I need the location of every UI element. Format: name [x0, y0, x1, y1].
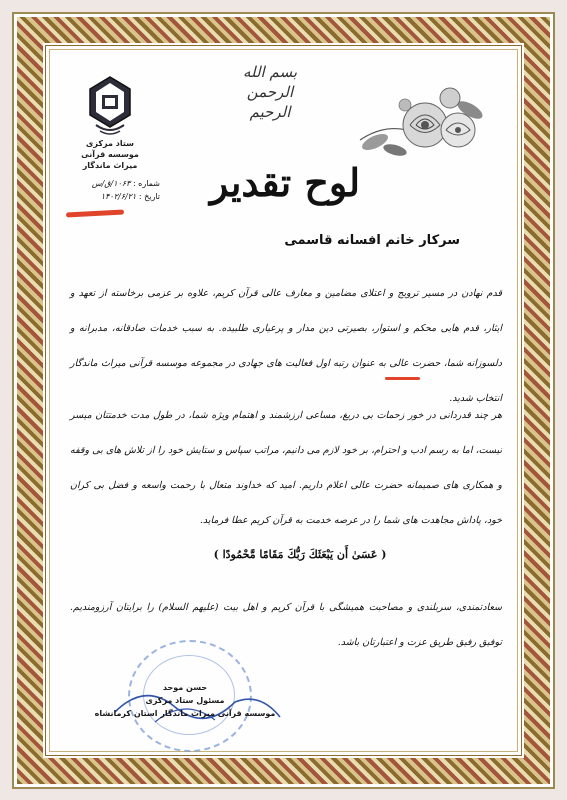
number-label: شماره :	[132, 179, 160, 188]
certificate-title: لوح تقدیر	[209, 160, 361, 205]
signer-org: موسسه قرآنی میراث ماندگار استان کرمانشاه	[94, 709, 276, 718]
organization-name	[70, 138, 150, 171]
number-row	[70, 177, 160, 190]
reference-info	[70, 177, 160, 203]
signer-block	[65, 681, 305, 720]
org-name-line1: ستاد مرکزی	[86, 139, 134, 148]
date-label: تاریخ :	[138, 192, 160, 201]
date-row	[70, 190, 160, 203]
paragraph-3: سعادتمندی، سربلندی و مصاحبت همیشگی با قرآن کریم و اهل بیت (علیهم السلام) را برایتان آرزومندیم. توفیق رفیق طریق عزت و اعتبارتان باشد.	[70, 602, 502, 648]
roses-illustration	[350, 80, 490, 165]
org-name-line2: موسسه قرآنی میراث ماندگار	[81, 150, 139, 170]
date-value: ۱۴۰۲/۶/۲۱	[100, 192, 137, 201]
paragraph-1: قدم نهادن در مسیر ترویج و اعتلای مضامین و معارف عالی قرآن کریم، علاوه بر عزمی برخاسته از تعهد و ایثار، قدم هایی محکم و استوار، بصیرتی دین مدار و پرعیاری طلبیده. به سبب خدمات صادقانه، مدبرانه و دلسوزانه شما، حضرت عالی به عنوان رتبه اول فعالیت های جهادی در مجموعه موسسه قرآنی میراث ماندگار انتخاب شدید.	[70, 288, 502, 404]
recipient-name: سرکار خانم افسانه قاسمی	[284, 233, 460, 248]
basmala-calligraphy: بسم الله الرحمن الرحیم	[242, 63, 298, 121]
signer-name: حسن موحد	[162, 683, 208, 692]
quran-verse: ( عَسَىٰ أَن يَبْعَثَكَ رَبُّكَ مَقَامًا مَّحْمُودًا )	[213, 548, 387, 561]
number-value: ۱۰۶۳/ق/س	[91, 179, 131, 188]
signer-role: مسئول ستاد مرکزی	[145, 696, 225, 705]
paragraph-2: هر چند قدردانی در خور زحمات بی دریغ، مساعی ارزشمند و اهتمام ویژه شما، در طول مدت خدمتتان میسر نیست، اما به رسم ادب و احترام، بر خود لازم می دانیم، مراتب سپاس و ستایش خود را از تلاش های بی وقفه و همکاری های صمیمانه حضرت عالی اعلام داریم. امید که خداوند متعال با رحمت واسعه و فضل بی کران خود، پاداش مجاهدت های شما را در عرصه خدمت به قرآن کریم عطا فرماید.	[70, 410, 502, 526]
organization-logo	[86, 75, 134, 139]
red-underline-mark	[385, 377, 420, 380]
